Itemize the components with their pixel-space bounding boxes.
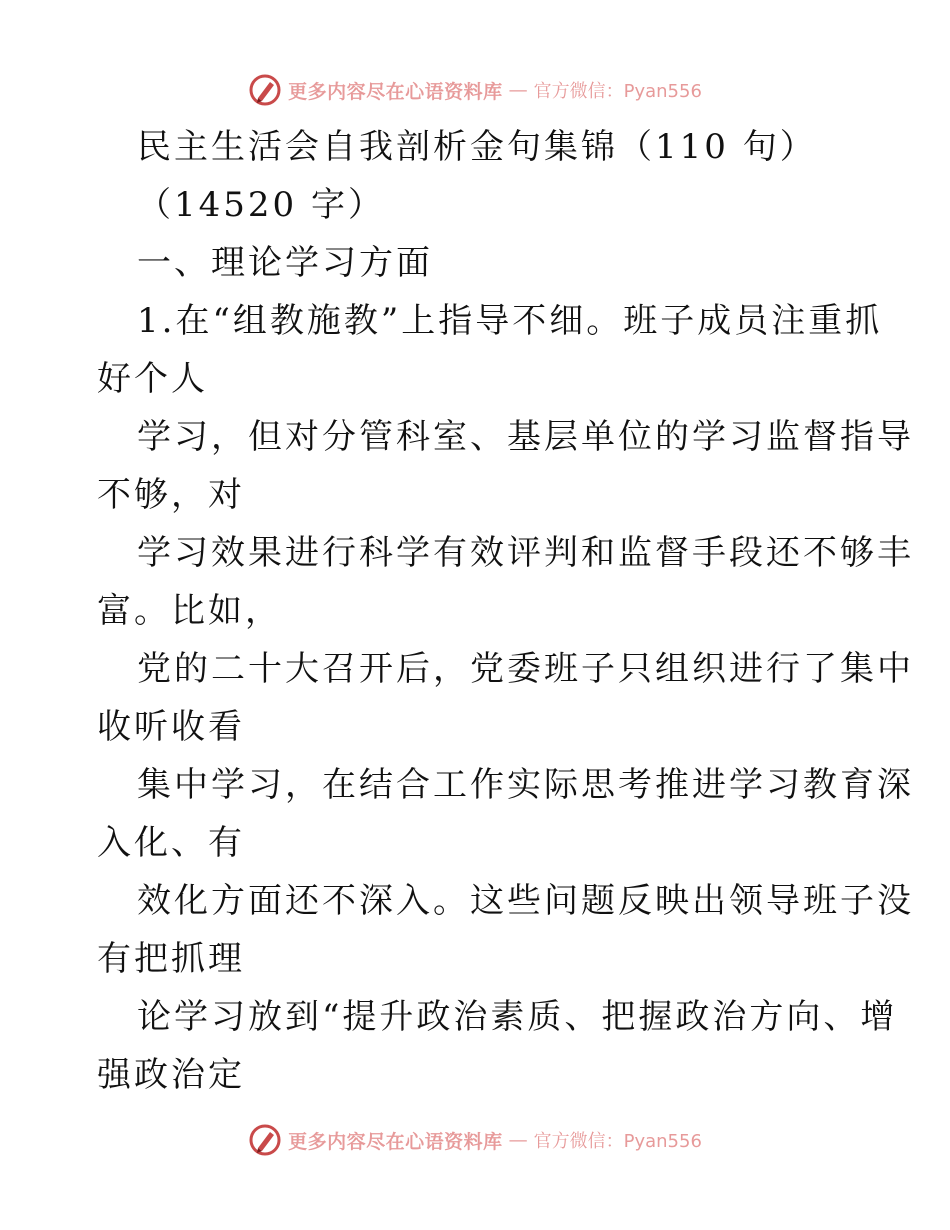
doc-line <box>97 930 857 988</box>
doc-line-text: 强政治定 <box>97 1055 245 1095</box>
doc-line-text: 民主生活会自我剖析金句集锦（110 句） <box>137 127 817 167</box>
pen-logo-icon <box>248 1123 282 1157</box>
doc-line-text: 入化、有 <box>97 823 245 863</box>
doc-line <box>97 176 857 234</box>
doc-line <box>97 350 857 408</box>
doc-line <box>97 640 914 698</box>
doc-line-text: 论学习放到“提升政治素质、把握政治方向、增 <box>137 997 898 1037</box>
doc-line-text: 1.在“组教施教”上指导不细。班子成员注重抓 <box>137 301 883 341</box>
doc-line <box>97 292 883 350</box>
doc-line <box>97 408 914 466</box>
doc-line <box>97 524 914 582</box>
doc-line-text: 富。比如， <box>97 591 282 631</box>
doc-line-text: 有把抓理 <box>97 939 245 979</box>
doc-line-text: 一、理论学习方面 <box>137 243 433 283</box>
doc-line <box>97 988 898 1046</box>
watermark-separator: — <box>508 79 528 101</box>
doc-line <box>97 466 857 524</box>
doc-line <box>97 234 857 292</box>
doc-line-text: （14520 字） <box>137 185 385 225</box>
pen-logo-icon <box>248 73 282 107</box>
doc-line <box>97 118 857 176</box>
doc-line-text: 集中学习，在结合工作实际思考推进学习教育深 <box>137 765 914 805</box>
watermark-main-text: 更多内容尽在心语资料库 <box>288 80 503 103</box>
watermark-banner <box>248 1123 702 1157</box>
doc-line-text: 收听收看 <box>97 707 245 747</box>
watermark-sub-text: 官方微信：Pyan556 <box>533 1131 702 1152</box>
header-watermark <box>0 70 950 110</box>
doc-line <box>97 872 914 930</box>
doc-line <box>97 756 914 814</box>
footer-watermark <box>0 1120 950 1160</box>
doc-line <box>97 698 857 756</box>
doc-line-text: 学习效果进行科学有效评判和监督手段还不够丰 <box>137 533 914 573</box>
doc-line-text: 好个人 <box>97 359 208 399</box>
doc-line-text: 学习，但对分管科室、基层单位的学习监督指导 <box>137 417 914 457</box>
watermark-sub-text: 官方微信：Pyan556 <box>533 81 702 102</box>
watermark-main-text: 更多内容尽在心语资料库 <box>288 1130 503 1153</box>
document-body <box>97 118 914 1104</box>
doc-line-text: 不够，对 <box>97 475 245 515</box>
doc-line <box>97 814 857 872</box>
doc-line <box>97 582 857 640</box>
watermark-banner <box>248 73 702 107</box>
doc-line-text: 党的二十大召开后，党委班子只组织进行了集中 <box>137 649 914 689</box>
doc-line-text: 效化方面还不深入。这些问题反映出领导班子没 <box>137 881 914 921</box>
doc-line <box>97 1046 857 1104</box>
watermark-separator: — <box>508 1129 528 1151</box>
